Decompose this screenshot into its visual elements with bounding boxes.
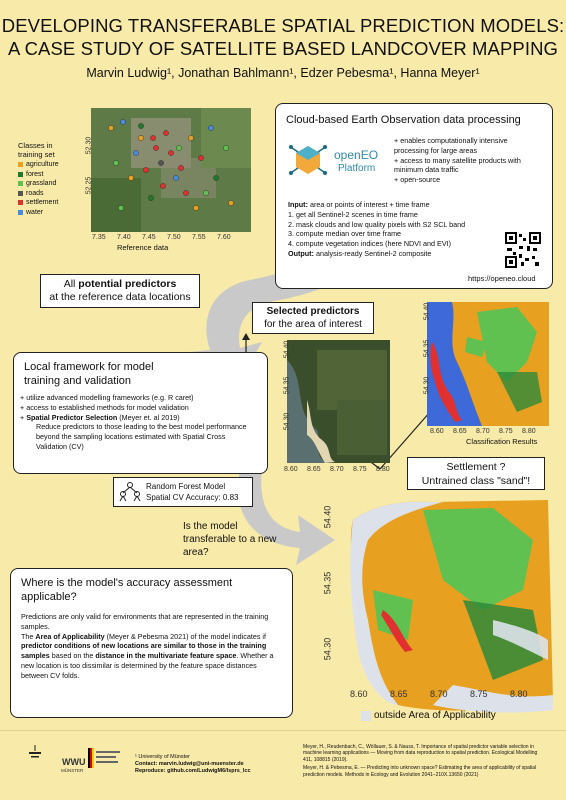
sps-bold: Spatial Predictor Selection <box>26 412 118 422</box>
predictor-y-tick: 54.40 <box>283 340 291 359</box>
callout-line-2: Untrained class "sand"! <box>421 475 531 487</box>
model-box <box>113 477 253 507</box>
aoa-panel <box>10 568 293 718</box>
aoa-text: based on the <box>49 651 96 661</box>
training-sample-point <box>150 135 155 140</box>
model-text <box>146 482 239 503</box>
classification-y-tick: 54.35 <box>423 339 431 358</box>
sps-description: Reduce predictors to those leading to the best model performance beyond the sampling locations estimated with Spatial Cross Validation (CV) <box>36 422 247 451</box>
transfer-question: Is the model transferable to a new area? <box>183 521 277 558</box>
predictors-bold: potential predictors <box>78 278 177 290</box>
aoa-paragraph-2 <box>21 632 283 681</box>
training-sample-point <box>193 205 198 210</box>
selected-predictors-box <box>252 302 374 334</box>
aoa-text: The <box>21 631 36 641</box>
legend-item <box>18 199 58 206</box>
classification-x-tick: 8.80 <box>522 428 536 435</box>
training-sample-point <box>168 150 173 155</box>
training-sample-point <box>183 190 188 195</box>
callout-line-1: Settlement ? <box>446 461 506 473</box>
training-sample-point <box>138 135 143 140</box>
framework-list <box>20 393 265 452</box>
model-line-2: Spatial CV Accuracy: 0.83 <box>146 492 239 502</box>
classification-map <box>427 302 549 426</box>
aoa-x-tick: 8.60 <box>350 689 368 699</box>
references <box>303 744 548 778</box>
training-sample-point <box>113 160 118 165</box>
framework-item: + utilize advanced modelling frameworks (e.g. R caret) <box>20 393 194 402</box>
training-sample-point <box>148 195 153 200</box>
legend-label: roads <box>26 189 44 197</box>
legend-swatch <box>18 162 23 167</box>
training-sample-point <box>118 205 123 210</box>
legend-label: forest <box>26 170 44 178</box>
training-satellite-map <box>91 108 251 232</box>
legend-item <box>18 190 44 197</box>
openeo-logo-sub: Platform <box>338 163 376 174</box>
legend-label: agriculture <box>26 161 59 168</box>
input-label: Input: <box>288 200 308 209</box>
legend-swatch <box>18 181 23 186</box>
predictor-x-tick: 8.70 <box>330 466 344 473</box>
step-item: 2. mask clouds and low quality pixels with S2 SCL band <box>288 219 466 229</box>
training-y-tick: 52.30 <box>85 136 93 155</box>
classification-x-tick: 8.60 <box>430 428 444 435</box>
reference-1: Meyer, H., Reudenbach, C., Wöllauer, S. & Nauss, T. Importance of spatial predictor variable selection in machine learning applications — Moving from data reproduction to spatial prediction. Ecological Modelling 411, 108815 (2019). <box>303 744 538 763</box>
selected-line-2: for the area of interest <box>264 319 362 330</box>
training-sample-point <box>178 165 183 170</box>
benefit-item: + open-source <box>394 175 441 185</box>
aoa-x-tick: 8.80 <box>510 689 528 699</box>
repro-link[interactable]: Reproduce: github.com/LudwigM6/lsprs_lcc <box>135 768 251 774</box>
aoa-y-tick: 54.35 <box>322 571 333 595</box>
openeo-logo-text: openEO <box>334 148 379 162</box>
training-sample-point <box>153 145 158 150</box>
predictor-x-tick: 8.60 <box>284 466 298 473</box>
sps-cite: (Meyer et. al 2019) <box>117 412 180 422</box>
sps-prefix: + <box>20 412 27 422</box>
predictors-pre: All <box>63 278 79 290</box>
training-sample-point <box>128 175 133 180</box>
input-text: area or points of interest + time frame <box>309 200 430 209</box>
reference-2: Meyer, H. & Pebesma, E. — Predicting into unknown space? Estimating the area of applicability of spatial prediction models. Methods in Ecology and Evolution 2041–210X.13650 (2021) <box>303 765 537 778</box>
training-sample-point <box>173 175 178 180</box>
aoa-emphasis: predictor conditions of new locations are similar to those in the training samples <box>21 641 267 661</box>
openeo-url[interactable]: https://openeo.cloud <box>468 274 536 283</box>
model-line-1: Random Forest Model <box>146 482 226 491</box>
predictor-x-tick: 8.75 <box>353 466 367 473</box>
openeo-logo-icon <box>288 140 328 182</box>
training-x-tick: 7.40 <box>117 234 131 241</box>
legend-swatch <box>18 172 23 177</box>
step-item: 4. compute vegetation indices (here NDVI and EVI) <box>288 239 452 249</box>
aoa-map <box>343 500 555 718</box>
predictor-y-tick: 54.30 <box>283 412 291 431</box>
classification-x-tick: 8.65 <box>453 428 467 435</box>
training-sample-point <box>176 145 181 150</box>
framework-heading: Local framework for model training and validation <box>24 361 154 387</box>
legend-item <box>18 161 59 168</box>
legend-item <box>18 180 56 187</box>
qr-code-icon <box>505 232 541 268</box>
framework-item: + access to established methods for model validation <box>20 402 189 412</box>
classification-caption: Classification Results <box>466 437 538 446</box>
framework-panel <box>13 352 268 474</box>
legend-title: Classes in training set <box>18 141 55 159</box>
training-sample-point <box>143 167 148 172</box>
training-sample-point <box>203 190 208 195</box>
predictor-satellite-map <box>287 340 390 463</box>
step-item: 1. get all Sentinel-2 scenes in time frame <box>288 209 418 219</box>
aoa-x-tick: 8.75 <box>470 689 488 699</box>
aoa-emphasis: distance in the multivariate feature space <box>95 651 237 661</box>
classification-x-tick: 8.70 <box>476 428 490 435</box>
training-sample-point <box>223 145 228 150</box>
training-sample-point <box>138 123 143 128</box>
potential-predictors-box <box>40 274 200 308</box>
aoa-legend-swatch <box>361 711 371 721</box>
predictor-x-tick: 8.65 <box>307 466 321 473</box>
classification-y-tick: 54.30 <box>423 376 431 395</box>
legend-label: grassland <box>26 180 57 187</box>
predictor-y-tick: 54.35 <box>283 376 291 395</box>
output-label: Output: <box>288 248 314 258</box>
tree-model-icon <box>118 482 142 504</box>
training-sample-point <box>160 183 165 188</box>
aoa-text: . Whether a new location is too dissimilar is determined by the feature space distances between CV folds. <box>21 651 274 680</box>
classification-y-tick: 54.40 <box>423 302 431 321</box>
training-map-caption: Reference data <box>117 243 169 252</box>
training-sample-point <box>133 150 138 155</box>
legend-label: water <box>26 208 44 216</box>
training-sample-point <box>198 155 203 160</box>
training-x-tick: 7.50 <box>167 234 181 241</box>
settlement-callout <box>407 457 545 490</box>
training-sample-point <box>108 125 113 130</box>
training-x-tick: 7.35 <box>92 234 106 241</box>
training-sample-point <box>188 135 193 140</box>
benefit-item: + access to many satellite products with minimum data traffic <box>394 155 521 175</box>
step-item: 3. compute median over time frame <box>288 229 402 239</box>
training-sample-point <box>158 160 163 165</box>
legend-item <box>18 171 44 178</box>
footer-contact <box>135 754 251 775</box>
classification-x-tick: 8.75 <box>499 428 513 435</box>
aoa-x-tick: 8.65 <box>390 689 408 699</box>
ministry-logo-icon <box>88 748 124 778</box>
training-sample-point <box>163 130 168 135</box>
openeo-heading: Cloud-based Earth Observation data processing <box>286 114 521 126</box>
legend-swatch <box>18 210 23 215</box>
training-x-tick: 7.60 <box>217 234 231 241</box>
footer <box>0 730 566 800</box>
training-sample-point <box>228 200 233 205</box>
authors: Marvin Ludwig¹, Jonathan Bahlmann¹, Edzer Pebesma¹, Hanna Meyer¹ <box>86 66 480 80</box>
aoa-heading: Where is the model's accuracy assessment applicable? <box>21 577 233 603</box>
aoa-body <box>21 612 283 681</box>
legend-swatch <box>18 191 23 196</box>
training-sample-point <box>213 175 218 180</box>
selected-line-1: Selected predictors <box>266 306 360 317</box>
aoa-y-tick: 54.40 <box>322 505 333 529</box>
predictor-x-tick: 8.80 <box>376 466 390 473</box>
aoa-x-tick: 8.70 <box>430 689 448 699</box>
legend-label: settlement <box>26 199 59 206</box>
openeo-benefits <box>394 136 544 185</box>
training-x-tick: 7.55 <box>192 234 206 241</box>
contact-email[interactable]: Contact: marvin.ludwig@uni-muenster.de <box>135 761 244 767</box>
training-y-tick: 52.25 <box>85 176 93 195</box>
aoa-paragraph-1: Predictions are only valid for environments that are represented in the training samples. <box>21 612 269 631</box>
aoa-legend-label: outside Area of Applicability <box>374 710 496 721</box>
openeo-steps <box>288 200 488 259</box>
affiliation: ¹ University of Münster <box>135 754 191 760</box>
training-sample-point <box>208 125 213 130</box>
legend-swatch <box>18 200 23 205</box>
predictors-line-2: at the reference data locations <box>49 291 191 303</box>
training-sample-point <box>120 119 125 124</box>
title-line-2: A CASE STUDY OF SATELLITE BASED LANDCOVER MAPPING <box>7 38 559 59</box>
wwu-sub: MÜNSTER <box>61 768 84 773</box>
title-line-1: DEVELOPING TRANSFERABLE SPATIAL PREDICTION MODELS: <box>1 15 565 36</box>
aoa-emphasis: Area of Applicability <box>35 631 105 641</box>
wwu-logo: WWU <box>62 757 86 767</box>
aoa-text: (Meyer & Pebesma 2021) of the model indicates if <box>104 631 267 641</box>
benefit-item: + enables computationally intensive processing for large areas <box>394 136 508 155</box>
output-text: analysis-ready Sentinel-2 composite <box>315 248 432 258</box>
training-x-tick: 7.45 <box>142 234 156 241</box>
openeo-panel <box>275 103 553 289</box>
wwu-emblem-icon <box>27 745 43 759</box>
legend-item <box>18 209 43 216</box>
aoa-y-tick: 54.30 <box>322 637 333 661</box>
